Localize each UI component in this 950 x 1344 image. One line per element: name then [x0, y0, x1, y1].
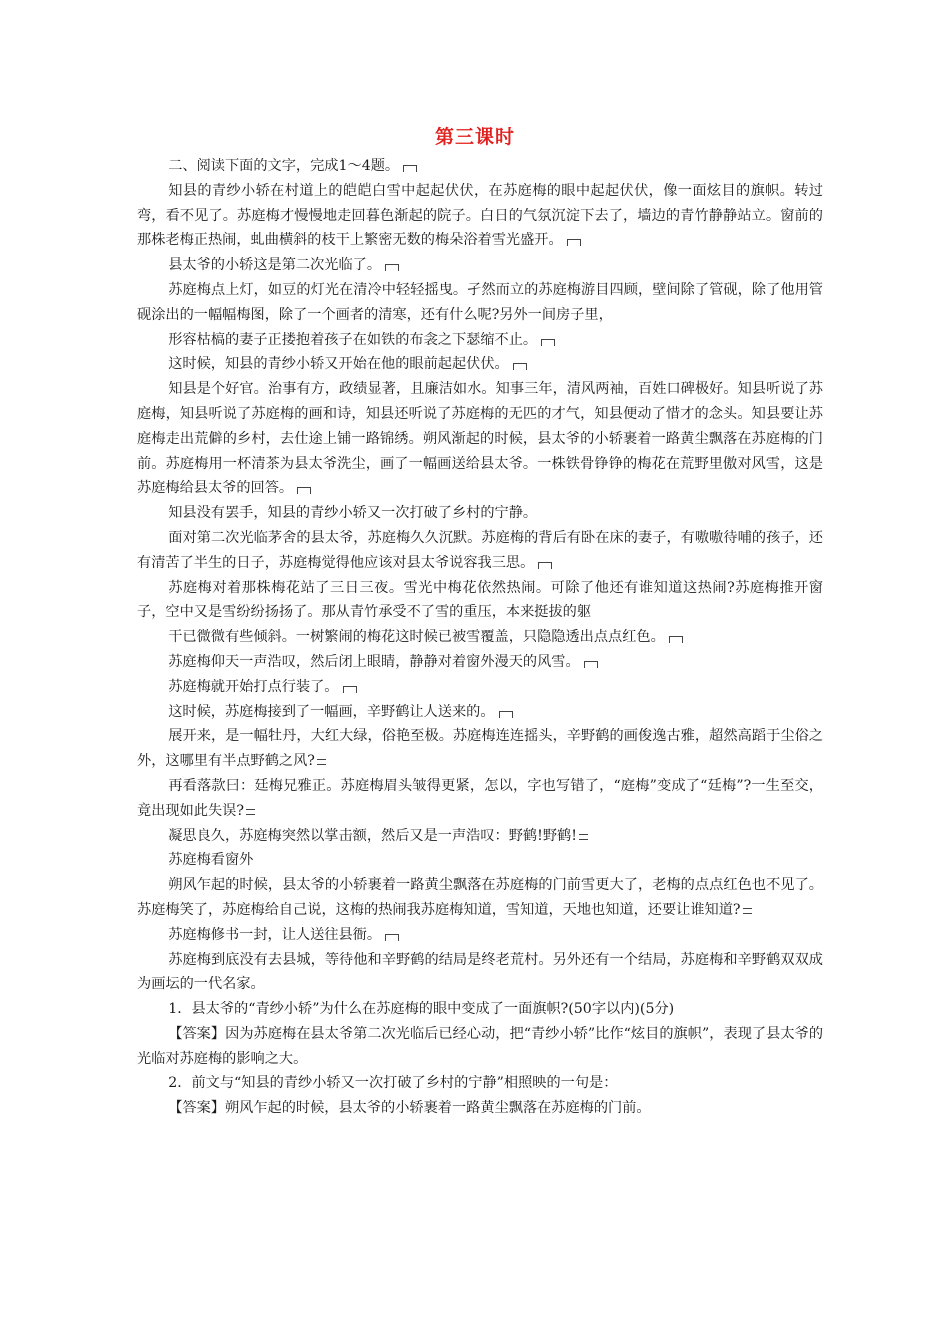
paragraph: 面对第二次光临茅舍的县太爷，苏庭梅久久沉默。苏庭梅的背后有卧在床的妻子，有嗷嗷待哺的孩子，还有清苦了半生的日子，苏庭梅觉得他应该对县太爷说容我三思。 — [137, 529, 823, 571]
answer: 【答案】朔风乍起的时候，县太爷的小轿裹着一路黄尘飘落在苏庭梅的门前。 — [168, 1100, 651, 1117]
edit-mark-icon — [538, 562, 552, 569]
paragraph: 苏庭梅到底没有去县城，等待他和辛野鹤的结局是终老荒村。另外还有一个结局，苏庭梅和辛野鹤双双成为画坛的一代名家。 — [137, 951, 823, 993]
edit-mark-icon — [343, 686, 357, 693]
paragraph: 凝思良久，苏庭梅突然以掌击额，然后又是一声浩叹：野鹤!野鹤! — [137, 824, 823, 849]
edit-mark-icon — [584, 661, 598, 668]
paragraph: 再看落款曰：廷梅兄雅正。苏庭梅眉头皱得更紧，怎以，字也写错了，“庭梅”变成了“廷梅”?一生至交，竟出现如此失误? — [137, 777, 823, 819]
paragraph: 苏庭梅看窗外 — [168, 852, 254, 869]
paragraph: 干已微微有些倾斜。一树繁闹的梅花这时候已被雪覆盖，只隐隐透出点点红色。 — [137, 625, 823, 650]
document-body — [137, 154, 823, 1121]
edit-mark-icon — [669, 636, 683, 643]
paragraph: 展开来，是一幅牡丹，大红大绿，俗艳至极。苏庭梅连连摇头，辛野鹤的画俊逸古雅，超然高蹈于尘俗之外，这哪里有半点野鹤之风? — [137, 728, 823, 770]
paragraph: 这时候，苏庭梅接到了一幅画，辛野鹤让人送来的。 — [137, 700, 823, 725]
equals-mark-icon — [317, 759, 326, 765]
equals-mark-icon — [743, 908, 752, 914]
paragraph: 这时候，知县的青纱小轿又开始在他的眼前起起伏伏。 — [137, 352, 823, 377]
paragraph: 二、阅读下面的文字，完成1～4题。 — [137, 154, 823, 179]
edit-mark-icon — [403, 165, 417, 172]
edit-mark-icon — [513, 363, 527, 370]
paragraph: 知县的青纱小轿在村道上的皑皑白雪中起起伏伏，在苏庭梅的眼中起起伏伏，像一面炫目的旗帜。转过弯，看不见了。苏庭梅才慢慢地走回暮色渐起的院子。白日的气氛沉淀下去了，墙边的青竹静静站立。窗前的那株老梅正热闹，虬曲横斜的枝干上繁密无数的梅朵浴着雪光盛开。 — [137, 182, 823, 249]
answer: 【答案】因为苏庭梅在县太爷第二次光临后已经心动，把“青纱小轿”比作“炫目的旗帜”，表现了县太爷的光临对苏庭梅的影响之大。 — [137, 1025, 824, 1067]
edit-mark-icon — [385, 264, 399, 271]
edit-mark-icon — [499, 711, 513, 718]
edit-mark-icon — [297, 487, 311, 494]
equals-mark-icon — [246, 809, 255, 815]
paragraph: 苏庭梅对着那株梅花站了三日三夜。雪光中梅花依然热闹。可除了他还有谁知道这热闹?苏庭梅推开窗子，空中又是雪纷纷扬扬了。那从青竹承受不了雪的重压，本来挺拔的躯 — [137, 579, 823, 621]
paragraph: 县太爷的小轿这是第二次光临了。 — [137, 253, 823, 278]
paragraph: 朔风乍起的时候，县太爷的小轿裹着一路黄尘飘落在苏庭梅的门前雪更大了，老梅的点点红色也不见了。苏庭梅笑了，苏庭梅给自己说，这梅的热闹我苏庭梅知道，雪知道，天地也知道，还要让谁知道? — [137, 877, 823, 918]
edit-mark-icon — [385, 934, 399, 941]
paragraph: 苏庭梅就开始打点行装了。 — [137, 675, 823, 700]
paragraph: 形容枯槁的妻子正搂抱着孩子在如铁的布衾之下瑟缩不止。 — [137, 328, 823, 353]
paragraph: 苏庭梅修书一封，让人送往县衙。 — [137, 923, 823, 948]
page-title: 第三课时 — [434, 126, 515, 148]
paragraph: 知县没有罢手，知县的青纱小轿又一次打破了乡村的宁静。 — [168, 505, 538, 522]
paragraph: 苏庭梅仰天一声浩叹，然后闭上眼睛，静静对着窗外漫天的风雪。 — [137, 650, 823, 675]
edit-mark-icon — [567, 239, 581, 246]
question: 1．县太爷的“青纱小轿”为什么在苏庭梅的眼中变成了一面旗帜?(50字以内)(5分) — [168, 1001, 675, 1018]
equals-mark-icon — [579, 834, 588, 840]
paragraph: 苏庭梅点上灯，如豆的灯光在清冷中轻轻摇曳。孑然而立的苏庭梅游目四顾，壁间除了管砚，除了他用管砚涂出的一幅幅梅图，除了一个画者的清寒，还有什么呢?另外一间房子里， — [137, 281, 823, 323]
edit-mark-icon — [541, 339, 555, 346]
question: 2．前文与“知县的青纱小轿又一次打破了乡村的宁静”相照映的一句是： — [168, 1075, 618, 1092]
paragraph: 知县是个好官。治事有方，政绩显著，且廉洁如水。知事三年，清风两袖，百姓口碑极好。知县听说了苏庭梅，知县听说了苏庭梅的画和诗，知县还听说了苏庭梅的无匹的才气，知县便动了惜才的念头。知县要让苏庭梅走出荒僻的乡村，去仕途上铺一路锦绣。朔风渐起的时候，县太爷的小轿裹着一路黄尘飘落在苏庭梅的门前。苏庭梅用一杯清茶为县太爷洗尘，画了一幅画送给县太爷。一株铁骨铮铮的梅花在荒野里傲对风雪，这是苏庭梅给县太爷的回答。 — [137, 381, 823, 497]
